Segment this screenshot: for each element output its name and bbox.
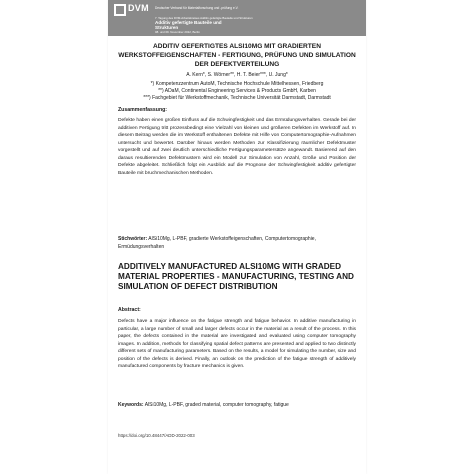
german-abstract-heading: Zusammenfassung: [118,107,168,113]
german-title: ADDITIV GEFERTIGTES ALSI10MG MIT GRADIERTEN WERKSTOFFEIGENSCHAFTEN - FERTIGUNG, PRÜFUNG UND SIMULATION DER DEFEKTVERTEILUNG [118,43,356,68]
german-keywords-label: Stichwörter: [118,236,148,242]
organization-name: Deutscher Verband für Materialforschung und -prüfung e.V. [155,6,239,10]
conference-date: 08. und 09. November 2022, Berlin [155,30,200,34]
conference-title-line2: Strukturen [155,25,179,30]
conference-header [108,0,366,36]
doi-link[interactable]: https://doi.org/10.48447/ADD-2022-003 [118,433,195,438]
dvm-logo-icon [114,4,126,16]
german-keywords-value: AlSi10Mg, L-PBF, gradierte Werkstoffeigenschaften, Computertomographie, Ermüdungsverhalten [118,236,316,250]
english-keywords-value: AlSi10Mg, L-PBF, graded material, computer tomography, fatigue [144,402,289,408]
authors: A. Kern*, S. Wörner**, H. T. Beier***, U. Jung* [186,72,288,78]
affiliation-2: **) ADaM, Continental Engineering Services & Products GmbH, Karben [158,88,316,94]
conference-title-line1: Additiv gefertigte Bauteile und [155,20,222,25]
document-page [108,0,366,474]
affiliation-1: *) Kompetenzzentrum AutoM, Technische Hochschule Mittelhessen, Friedberg [150,81,324,87]
english-abstract: Defects have a major influence on the fatigue strength and fatigue behavior. In additive manufacturing in particular, a large number of small and larger defects occur in the material as a result of the process. In this paper, the defects contained in the material are investigated and evaluated using computer tomography images. In addition, methods for classifying spatial defect patterns are presented and applied to two distinctly different sets of manufacturing parameters. Based on the results, a model for simulating the number, size and position of the defects is derived. Finally, an outlook on the prediction of the fatigue strength of additively manufactured components by fracture mechanics is given. [118,319,356,369]
logo-text: DVM [128,3,149,13]
conference-series: 7. Tagung des DVM-Arbeitskreises Additiv gefertigte Bauteile und Strukturen [155,16,253,20]
english-keywords-label: Keywords: [118,402,144,408]
affiliation-3: ***) Fachgebiet für Werkstoffmechanik, Technische Universität Darmstadt, Darmstadt [143,95,331,101]
german-abstract: Defekte haben einen großen Einfluss auf die Schwingfestigkeit und das Ermüdungsverhalten. Gerade bei der additiven Fertigung tritt prozessbedingt eine Vielzahl von kleinen und größeren Defekten im Werkstoff auf. In diesem Beitrag werden die im Werkstoff enthaltenen Defekte mit Hilfe von Computertomographie-Aufnahmen untersucht und bewertet. Darüber hinaus werden Methoden zur Klassifizierung räumlicher Defektmuster vorgestellt und auf zwei deutlich unterschiedliche Fertigungsparametersätze angewandt. Basierend auf den daraus resultierenden Defektmustern wird ein Modell zur Simulation von Anzahl, Größe und Position der Defekte abgeleitet. Schließlich folgt ein Ausblick auf die Prognose der Schwingfestigkeit additiv gefertigter Bauteile mit bruchmechanischen Methoden. [118,118,356,176]
german-keywords [118,236,356,251]
english-keywords [118,402,356,410]
english-abstract-heading: Abstract: [118,307,141,313]
english-title: ADDITIVELY MANUFACTURED ALSI10MG WITH GRADED MATERIAL PROPERTIES - MANUFACTURING, TESTING AND SIMULATION OF DEFECT DISTRIBUTION [118,262,354,291]
